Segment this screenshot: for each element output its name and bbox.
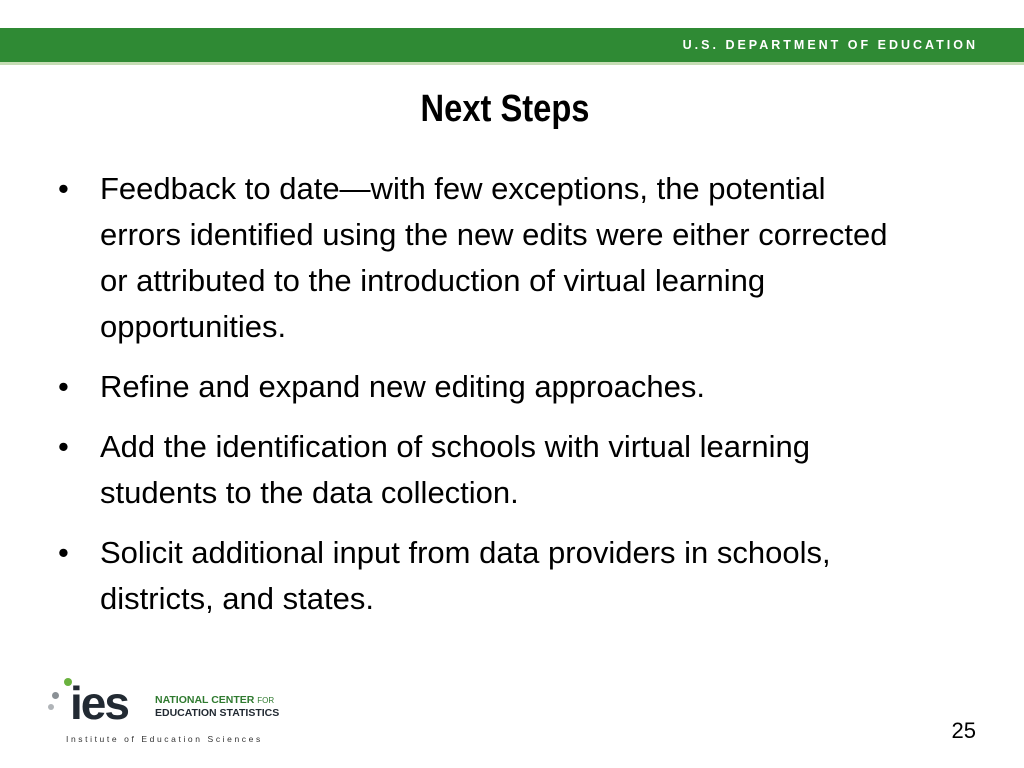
slide-title: Next Steps — [420, 88, 590, 130]
bullet-icon: • — [58, 369, 69, 404]
bullet-list — [56, 166, 906, 636]
bullet-item — [56, 364, 906, 410]
bullet-item — [56, 424, 906, 516]
header-band-divider — [0, 62, 1024, 65]
ies-wordmark: ies — [70, 677, 128, 729]
bullet-text: Feedback to date—with few exceptions, the potential errors identified using the new edits were either corrected or attributed to the introduction of virtual learning opportunities. — [100, 171, 888, 344]
bullet-icon: • — [58, 429, 69, 464]
nces-name-line1: NATIONAL CENTER FOR — [155, 694, 275, 706]
bullet-icon: • — [58, 535, 69, 570]
bullet-text: Add the identification of schools with virtual learning students to the data collection. — [100, 429, 810, 510]
logo-dot-gray-icon — [52, 692, 59, 699]
nces-for: FOR — [257, 696, 275, 705]
bullet-text: Solicit additional input from data providers in schools, districts, and states. — [100, 535, 831, 616]
bullet-icon: • — [58, 171, 69, 206]
ies-subtitle: Institute of Education Sciences — [66, 734, 263, 744]
bullet-text: Refine and expand new editing approaches. — [100, 369, 705, 404]
page-number: 25 — [951, 718, 976, 743]
department-label: U.S. DEPARTMENT OF EDUCATION — [682, 38, 978, 52]
nces-name-line2: EDUCATION STATISTICS — [155, 707, 280, 719]
logo-dot-gray-icon — [48, 704, 54, 710]
bullet-item — [56, 530, 906, 622]
ies-nces-logo — [48, 676, 288, 748]
bullet-item — [56, 166, 906, 350]
